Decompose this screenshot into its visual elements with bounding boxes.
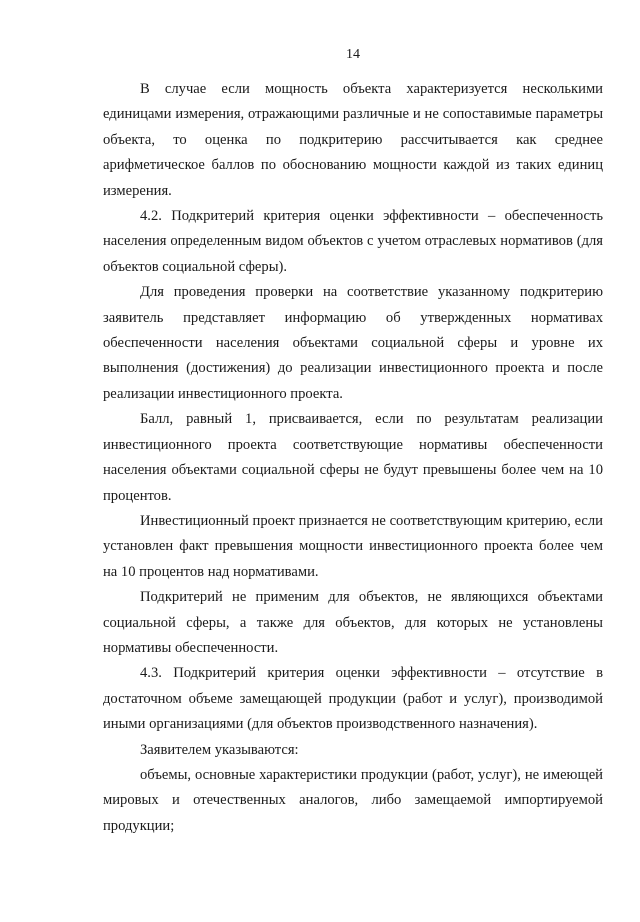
paragraph-subcriterion-4-3: 4.3. Подкритерий критерия оценки эффективности – отсутствие в достаточном объеме замещающей продукции (работ и услуг), производимой иными организациями (для объектов производственного назначения). — [103, 665, 603, 733]
paragraph-score-one: Балл, равный 1, присваивается, если по результатам реализации инвестиционного проекта соответствующие нормативы обеспеченности населения объектами социальной сферы не будут превышены более чем на 10 процентов. — [103, 411, 603, 504]
document-body — [103, 77, 603, 839]
paragraph-product-volumes: объемы, основные характеристики продукции (работ, услуг), не имеющей мировых и отечественных аналогов, либо замещаемой импортируемой продукции; — [103, 766, 603, 834]
paragraph-capacity-units: В случае если мощность объекта характеризуется несколькими единицами измерения, отражающими различные и не сопоставимые параметры объекта, то оценка по подкритерию рассчитывается как среднее арифметическое баллов по обоснованию мощности каждой из таких единиц измерения. — [103, 81, 603, 199]
page-number: 14 — [346, 47, 360, 62]
paragraph-applicant-indicates: Заявителем указываются: — [140, 741, 299, 758]
paragraph-non-compliance: Инвестиционный проект признается не соответствующим критерию, если установлен факт превышения мощности инвестиционного проекта более чем на 10 процентов над нормативами. — [103, 512, 603, 580]
paragraph-subcriterion-4-2: 4.2. Подкритерий критерия оценки эффективности – обеспеченность населения определенным видом объектов с учетом отраслевых нормативов (для объектов социальной сферы). — [103, 208, 603, 275]
paragraph-verification-info: Для проведения проверки на соответствие указанному подкритерию заявитель представляет информацию об утвержденных нормативах обеспеченности населения объектами социальной сферы и уровне их выполнения (достижения) до реализации инвестиционного проекта и после реализации инвестиционного проекта. — [103, 284, 603, 402]
paragraph-not-applicable: Подкритерий не применим для объектов, не являющихся объектами социальной сферы, а также для объектов, для которых не установлены нормативы обеспеченности. — [103, 589, 603, 656]
